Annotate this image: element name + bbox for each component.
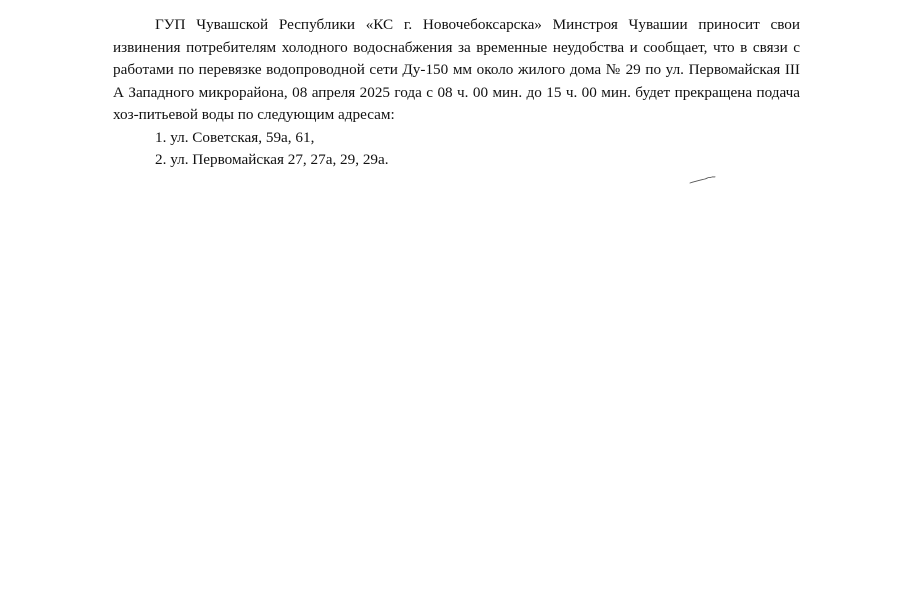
address-list bbox=[113, 127, 800, 172]
signature-stroke bbox=[690, 177, 715, 183]
handwritten-signature-icon bbox=[688, 172, 718, 186]
notice-text-block bbox=[113, 14, 800, 172]
address-item: 2. ул. Первомайская 27, 27а, 29, 29а. bbox=[155, 151, 389, 168]
address-item: 1. ул. Советская, 59а, 61, bbox=[155, 128, 315, 146]
notice-paragraph: ГУП Чувашской Республики «КС г. Новочебоксарска» Минстроя Чувашии приносит свои извинения потребителям холодного водоснабжения за временные неудобства и сообщает, что в связи с работами по перевязке водопроводной сети Ду-150 мм около жилого дома № 29 по ул. Первомайская III А Западного микрорайона, 08 апреля 2025 года с 08 ч. 00 мин. до 15 ч. 00 мин. будет прекращена подача хоз-питьевой воды по следующим адресам: bbox=[113, 16, 800, 123]
